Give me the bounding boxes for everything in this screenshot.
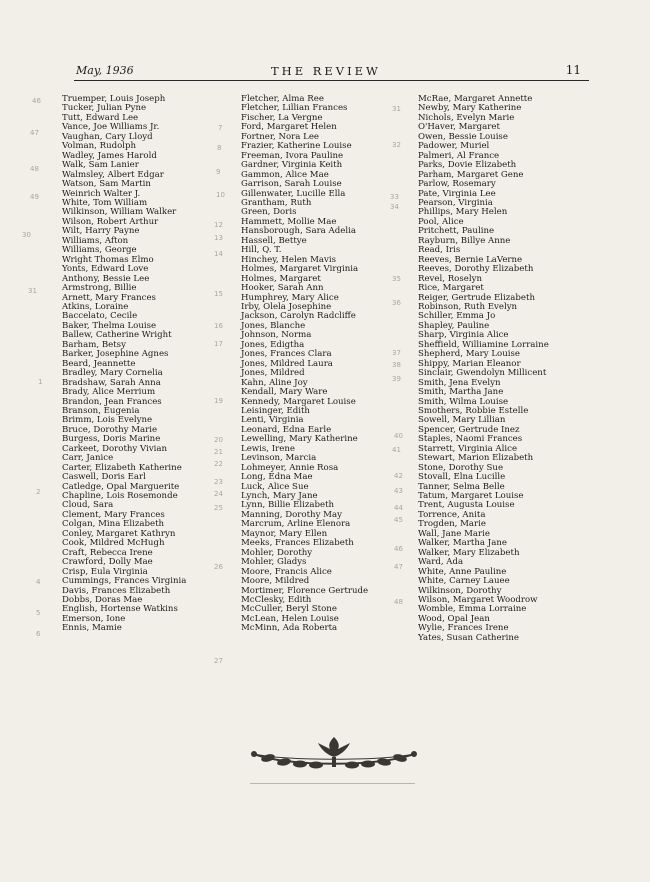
margin-mark: 7 [218,124,223,132]
name-entry: Watson, Sam Martin [62,179,151,190]
name-entry: Mohler, Dorothy [241,547,313,558]
name-entry: Torrence, Anita [418,509,486,520]
name-entry: Volman, Rudolph [62,141,137,152]
name-entry: Cook, Mildred McHugh [62,538,165,549]
name-entry: Pearson, Virginia [418,197,493,208]
name-entry: Pool, Alice [418,216,464,227]
name-entry: Clement, Mary Frances [62,509,165,520]
name-entry: Owen, Bessie Louise [418,131,508,142]
name-entry: Jones, Edigtha [241,339,305,350]
page-number: 11 [565,63,581,77]
name-entry: Smith, Jena Evelyn [418,377,501,388]
name-entry: Tanner, Selma Belle [418,481,505,492]
name-entry: Parham, Margaret Gene [418,169,524,180]
name-entry: Jones, Mildred Laura [241,358,333,369]
name-entry: Craft, Rebecca Irene [62,547,153,558]
name-entry: Spencer, Gertrude Inez [418,424,520,435]
name-entry: Walker, Mary Elizabeth [418,547,520,558]
name-entry: Weinrich Walter J. [62,188,141,199]
margin-mark: 20 [214,436,223,444]
name-entry: Emerson, Ione [62,613,126,624]
margin-mark: 22 [214,460,223,468]
name-column-2 [241,95,401,634]
name-entry: Dobbs, Doras Mae [62,595,143,606]
name-entry: Reiger, Gertrude Elizabeth [418,292,535,303]
name-entry: Holmes, Margaret [241,273,321,284]
name-entry: White, Anne Pauline [418,566,507,577]
margin-mark: 36 [392,299,401,307]
margin-mark: 37 [392,349,401,357]
name-entry: Garrison, Sarah Louise [241,179,342,190]
name-entry: Hinchey, Helen Mavis [241,254,337,265]
name-entry: Phillips, Mary Helen [418,207,508,218]
name-column-1 [62,95,222,634]
name-entry: Nichols, Evelyn Marie [418,112,515,123]
name-entry: Hammett, Mollie Mae [241,216,337,227]
name-entry: Starrett, Virginia Alice [418,443,518,454]
name-entry: Wall, Jane Marie [418,528,490,539]
name-entry: Long, Edna Mae [241,472,313,483]
name-entry: Johnson, Norma [241,330,312,341]
name-entry: Catledge, Opal Marguerite [62,481,180,492]
name-entry: Conley, Margaret Kathryn [62,528,176,539]
margin-mark: 4 [36,578,41,586]
bottom-rule [250,783,415,784]
name-entry: McCuller, Beryl Stone [241,604,337,615]
name-entry: Marcrum, Arline Elenora [241,519,351,530]
name-entry: Crisp, Eula Virginia [62,566,148,577]
margin-mark: 38 [392,361,401,369]
margin-mark: 48 [394,598,403,606]
name-entry: Vaughan, Cary Lloyd [62,131,153,142]
name-entry: Fletcher, Alma Ree [241,94,324,104]
name-entry: Ballew, Catherine Wright [62,330,172,341]
margin-mark: 2 [36,488,41,496]
name-entry: Shepherd, Mary Louise [418,349,520,360]
name-entry: Green, Doris [241,207,297,218]
name-entry: Leonard, Edna Earle [241,424,332,435]
name-entry: Tutt, Edward Lee [62,112,139,123]
name-entry: Lynn, Billie Elizabeth [241,500,335,511]
name-entry: Crawford, Dolly Mae [62,557,153,568]
name-entry: Luck, Alice Sue [241,481,309,492]
name-column-3 [418,95,588,643]
name-entry: Williams, Afton [62,235,129,246]
name-entry: Fletcher, Lillian Frances [241,103,348,114]
name-entry: Wilson, Margaret Woodrow [418,595,538,606]
margin-mark: 6 [36,630,41,638]
margin-mark: 45 [394,516,403,524]
name-entry: Moore, Francis Alice [241,566,332,577]
name-entry: English, Hortense Watkins [62,604,178,615]
name-entry: Palmeri, Al France [418,150,500,161]
margin-mark: 13 [214,234,223,242]
name-entry: Leisinger, Edith [241,405,310,416]
margin-mark: 30 [22,231,31,239]
name-entry: Vance, Joe Williams Jr. [62,122,160,133]
name-entry: Brady, Alice Merrium [62,387,156,398]
name-entry: Holmes, Margaret Virginia [241,264,359,275]
name-entry: Staples, Naomi Frances [418,434,523,445]
name-entry: Levinson, Marcia [241,453,317,464]
name-entry: McRae, Margaret Annette [418,94,533,104]
margin-mark: 35 [392,275,401,283]
name-entry: Irby, Olela Josephine [241,301,332,312]
publication-title: THE REVIEW [271,64,381,78]
issue-date: May, 1936 [76,64,134,77]
name-entry: Wilkinson, Dorothy [418,585,502,596]
margin-mark: 31 [392,105,401,113]
name-entry: Wilt, Harry Payne [62,226,140,237]
name-entry: Kahn, Aline Joy [241,377,308,388]
name-entry: Jones, Frances Clara [241,349,332,360]
name-entry: Smith, Wilma Louise [418,396,509,407]
margin-mark: 14 [214,250,223,258]
margin-mark: 25 [214,504,223,512]
name-entry: Walk, Sam Lanier [62,160,139,171]
margin-mark: 44 [394,504,403,512]
name-entry: Rayburn, Billye Anne [418,235,511,246]
name-entry: Sowell, Mary Lillian [418,415,506,426]
name-entry: Robinson, Ruth Evelyn [418,301,518,312]
name-entry: Lewis, Irene [241,443,295,454]
name-entry: Wilkinson, William Walker [62,207,177,218]
name-entry: Meeks, Frances Elizabeth [241,538,354,549]
eagle-garland-ornament [248,733,420,775]
name-entry: Moore, Mildred [241,576,310,587]
name-entry: Jones, Mildred [241,368,305,379]
name-entry: Trogden, Marie [418,519,486,530]
name-entry: Lenti, Virginia [241,415,304,426]
name-entry: Sinclair, Gwendolyn Millicent [418,368,547,379]
name-entry: Padower, Muriel [418,141,490,152]
name-entry: Baker, Thelma Louise [62,320,157,331]
name-entry: Armstrong, Billie [62,283,137,294]
margin-mark: 1 [38,378,43,386]
margin-mark: 24 [214,490,223,498]
name-entry: Smothers, Robbie Estelle [418,405,529,416]
name-entry: Cloud, Sara [62,500,114,511]
name-entry: Wright Thomas Elmo [62,254,154,265]
name-entry: Parks, Dovie Elizabeth [418,160,517,171]
name-entry: McMinn, Ada Roberta [241,623,338,634]
name-entry: Lewelling, Mary Katherine [241,434,358,445]
name-entry: Chapline, Lois Rosemonde [62,491,178,502]
margin-mark: 39 [392,375,401,383]
margin-mark: 33 [390,193,399,201]
name-entry: Williams, George [62,245,137,256]
name-entry: Womble, Emma Lorraine [418,604,527,615]
name-entry: Barker, Josephine Agnes [62,349,169,360]
name-entry: Gardner, Virginia Keith [241,160,343,171]
name-entry: Wilson, Robert Arthur [62,216,159,227]
margin-mark: 12 [214,221,223,229]
name-entry: Gammon, Alice Mae [241,169,329,180]
name-entry: Hill, Q. T. [241,245,282,256]
name-entry: Rice, Margaret [418,283,484,294]
margin-mark: 32 [392,141,401,149]
name-entry: Maynor, Mary Ellen [241,528,328,539]
name-entry: Stewart, Marion Elizabeth [418,453,534,464]
name-entry: Carter, Elizabeth Katherine [62,462,182,473]
margin-mark: 27 [214,657,223,665]
margin-mark: 46 [394,545,403,553]
name-entry: Barham, Betsy [62,339,126,350]
name-entry: Brandon, Jean Frances [62,396,162,407]
name-entry: Davis, Frances Elizabeth [62,585,171,596]
name-entry: Smith, Martha Jane [418,387,504,398]
margin-mark: 41 [392,446,401,454]
margin-mark: 42 [394,472,403,480]
name-entry: Truemper, Louis Joseph [62,94,166,104]
page-header [76,64,581,80]
name-entry: Arnett, Mary Frances [62,292,156,303]
name-entry: Sheffield, Williamine Lorraine [418,339,549,350]
margin-mark: 40 [394,432,403,440]
name-entry: Revel, Roselyn [418,273,482,284]
margin-mark: 9 [216,168,221,176]
name-entry: Grantham, Ruth [241,197,312,208]
name-entry: Freeman, Ivora Pauline [241,150,344,161]
name-entry: Walker, Martha Jane [418,538,507,549]
margin-mark: 49 [30,193,39,201]
margin-mark: 47 [30,129,39,137]
margin-mark: 46 [32,97,41,105]
margin-mark: 26 [214,563,223,571]
margin-mark: 21 [214,448,223,456]
name-entry: Bradshaw, Sarah Anna [62,377,161,388]
margin-mark: 23 [214,478,223,486]
name-entry: Yonts, Edward Love [62,264,149,275]
name-entry: Kendall, Mary Ware [241,387,328,398]
name-entry: Beard, Jeannette [62,358,136,369]
name-entry: Mortimer, Florence Gertrude [241,585,369,596]
name-entry: O'Haver, Margaret [418,122,500,133]
name-entry: Caswell, Doris Earl [62,472,146,483]
name-entry: Jackson, Carolyn Radcliffe [241,311,356,322]
name-entry: Gillenwater, Lucille Ella [241,188,346,199]
margin-mark: 43 [394,487,403,495]
name-entry: Reeves, Bernie LaVerne [418,254,523,265]
name-entry: Ford, Margaret Helen [241,122,337,133]
name-entry: Pate, Virginia Lee [418,188,496,199]
name-entry: McClesky, Edith [241,595,312,606]
margin-mark: 5 [36,609,41,617]
name-entry: Shapley, Pauline [418,320,490,331]
name-entry: Burgess, Doris Marine [62,434,161,445]
margin-mark: 8 [217,144,222,152]
name-entry: Sharp, Virginia Alice [418,330,509,341]
name-entry: Schiller, Emma Jo [418,311,496,322]
name-entry: Lynch, Mary Jane [241,491,318,502]
name-entry: Mohler, Gladys [241,557,307,568]
name-entry: Hassell, Bettye [241,235,307,246]
name-entry: Lohmeyer, Annie Rosa [241,462,339,473]
name-entry: Wadley, James Harold [62,150,157,161]
name-entry: Humphrey, Mary Alice [241,292,339,303]
name-entry: Bruce, Dorothy Marie [62,424,158,435]
name-entry: Trent, Augusta Louise [418,500,515,511]
name-entry: Wylie, Frances Irene [418,623,509,634]
name-entry: Carkeet, Dorothy Vivian [62,443,168,454]
name-entry: Colgan, Mina Elizabeth [62,519,165,530]
name-entry: Hansborough, Sara Adelia [241,226,356,237]
margin-mark: 19 [214,397,223,405]
margin-mark: 15 [214,290,223,298]
name-entry: Branson, Eugenia [62,405,140,416]
name-entry: Yates, Susan Catherine [418,632,520,643]
margin-mark: 31 [28,287,37,295]
name-entry: Fischer, La Vergne [241,112,323,123]
name-entry: Stone, Dorothy Sue [418,462,504,473]
name-entry: Pritchett, Pauline [418,226,495,237]
name-entry: Shippy, Marian Eleanor [418,358,521,369]
margin-mark: 48 [30,165,39,173]
name-entry: White, Carney Lauee [418,576,510,587]
name-entry: Ward, Ada [418,557,464,568]
name-entry: Carr, Janice [62,453,114,464]
name-entry: Tucker, Julian Pyne [62,103,147,114]
name-entry: Baccelato, Cecile [62,311,138,322]
name-entry: Atkins, Loraine [62,301,129,312]
header-rule [74,80,589,81]
name-entry: Kennedy, Margaret Louise [241,396,356,407]
name-entry: Reeves, Dorothy Elizabeth [418,264,534,275]
name-entry: Jones, Blanche [241,320,306,331]
name-entry: Bradley, Mary Cornelia [62,368,163,379]
name-entry: Brimm, Lois Evelyne [62,415,153,426]
name-entry: Cummings, Frances Virginia [62,576,187,587]
margin-mark: 34 [390,203,399,211]
name-entry: Manning, Dorothy May [241,509,342,520]
name-entry: Hooker, Sarah Ann [241,283,324,294]
name-entry: Ennis, Mamie [62,623,122,634]
name-entry: Walmsley, Albert Edgar [62,169,164,180]
name-entry: Frazier, Katherine Louise [241,141,352,152]
name-entry: Tatum, Margaret Louise [418,491,524,502]
name-entry: McLean, Helen Louise [241,613,339,624]
margin-mark: 17 [214,340,223,348]
name-entry: Parlow, Rosemary [418,179,496,190]
margin-mark: 10 [216,191,225,199]
name-entry: Anthony, Bessie Lee [62,273,150,284]
margin-mark: 47 [394,563,403,571]
name-entry: Newby, Mary Katherine [418,103,522,114]
name-entry: White, Tom William [62,197,148,208]
name-entry: Fortner, Nora Lee [241,131,320,142]
name-entry: Wood, Opal Jean [418,613,490,624]
name-entry: Read, Iris [418,245,461,256]
name-entry: Stovall, Elna Lucille [418,472,506,483]
margin-mark: 16 [214,322,223,330]
